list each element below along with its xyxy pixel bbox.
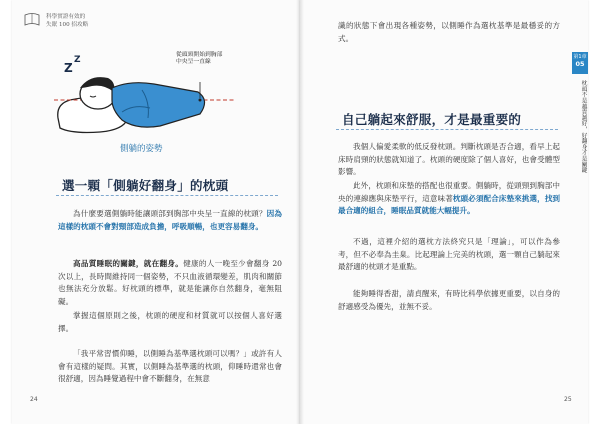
running-head-line2: 失眠 100 招攻略 xyxy=(46,21,89,28)
left-paragraph-4: 「我平常習慣仰睡，以側睡為基準選枕頭可以嗎？」或許有人會有這樣的疑問。其實，以側睡為基準選的枕頭，仰睡時還常也會很舒適，因為睡覺過程中會不斷翻身，在無意 xyxy=(58,349,282,384)
right-paragraph-3: 不過，這裡介紹的選枕方法終究只是「理論」，可以作為參考，但不必奉為圭臬。比起理論上完美的枕頭，選一顆自己躺起來最舒適的枕頭才是重點。 xyxy=(338,237,560,272)
annotation-line2: 中央呈一直線 xyxy=(176,59,211,65)
right-p2-highlight: 枕頭必須配合床墊來挑選，找到最合適的組合，睡眠品質就能大幅提升。 xyxy=(338,193,560,216)
right-paragraph-0: 識的狀態下會出現各種姿勢，以側睡作為選枕基準是最穩妥的方式。 xyxy=(338,21,560,43)
right-section-title: 自己躺起來舒服，才是最重要的 xyxy=(342,112,522,127)
svg-text:Z: Z xyxy=(64,61,73,75)
annotation-line1: 從頭頸開始到胸部 xyxy=(176,52,223,58)
left-p2-text: 健康的人一晚至少會翻身 20 次以上，長時間維持同一個姿勢，不只血液循環變差，肌肉和關節也無法充分放鬆。好枕頭的標準，就是能讓你自然翻身，毫無阻礙。 xyxy=(58,259,282,306)
chapter-side-text: 枕頭不是越貴越好，好翻身才是關鍵 xyxy=(580,80,586,173)
right-paragraph-1: 我個人偏愛柔軟的低反發枕頭。判斷枕頭是否合適，看早上起床時肩頸的狀態就知道了。枕頭的硬度除了個人喜好，也會受體型影響。 xyxy=(338,142,560,177)
left-page-number: 24 xyxy=(30,396,38,403)
right-paragraph-2 xyxy=(338,180,560,218)
chapter-tab-number: 05 xyxy=(575,60,585,68)
left-section-rule xyxy=(56,195,278,196)
running-head xyxy=(46,14,88,29)
book-logo-icon xyxy=(24,12,40,26)
right-section-rule xyxy=(336,129,558,130)
book-gutter xyxy=(296,0,304,424)
svg-text:Z: Z xyxy=(74,55,81,65)
left-p1-highlight: 因為這樣的枕頭不會對頸部造成負擔，呼吸順暢，也更容易翻身。 xyxy=(58,209,283,231)
left-paragraph-2 xyxy=(58,258,282,308)
right-page-number: 25 xyxy=(564,396,572,403)
chapter-tab xyxy=(572,52,588,74)
left-paragraph-1 xyxy=(58,208,282,233)
figure-caption: 側躺的姿勢 xyxy=(120,144,163,154)
body-shape xyxy=(112,83,205,127)
right-p2-text: 此外，枕頭和床墊的搭配也很重要。側躺時，從頭頸到胸部中央的連線應與床墊平行，這意味著 xyxy=(338,181,560,203)
left-p1-text: 為什麼要選側躺時能讓頭部到胸部中央呈一直線的枕頭？ xyxy=(73,209,267,218)
figure-annotation xyxy=(176,52,222,66)
right-paragraph-4: 能夠睡得香甜，請貞醒來，有時比科學依據更重要，以自身的舒適感受為優先，並無不妥。 xyxy=(338,289,560,311)
left-p2-highlight: 高品質睡眠的關鍵，就在翻身。 xyxy=(73,259,184,268)
left-section-title: 選一顆「側躺好翻身」的枕頭 xyxy=(62,178,229,193)
left-paragraph-3: 掌握這個原則之後，枕頭的硬度和材質就可以按個人喜好選擇。 xyxy=(58,311,282,333)
chapter-tab-label: 第1章 xyxy=(573,54,587,60)
running-head-line1: 科學實證有效的 xyxy=(46,14,86,20)
